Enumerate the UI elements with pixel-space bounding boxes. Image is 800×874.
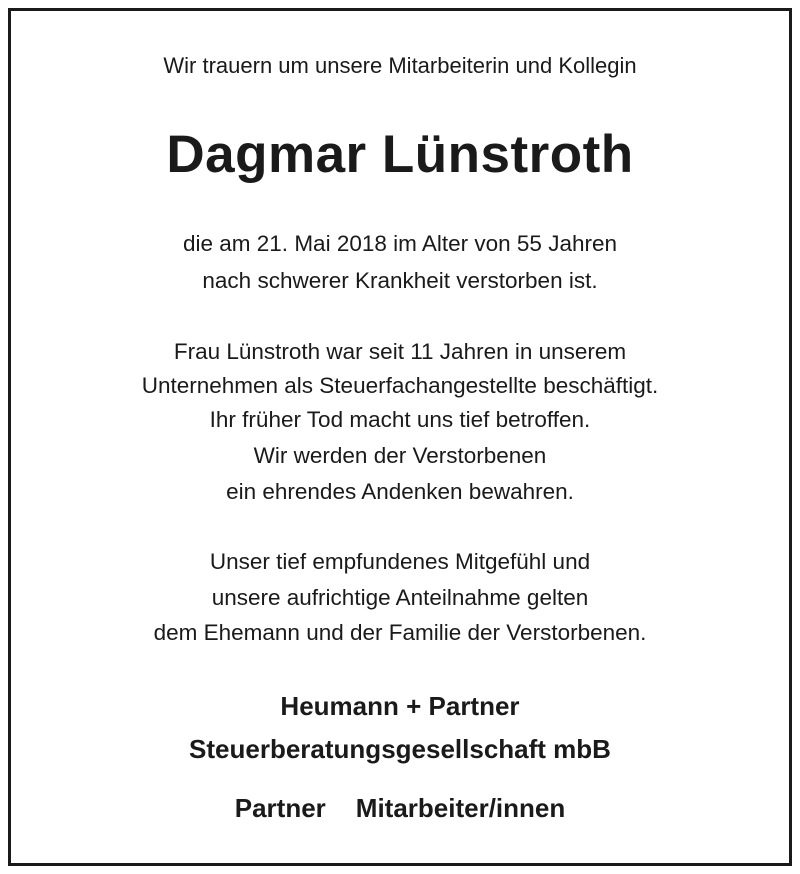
tribute-line-5: ein ehrendes Andenken bewahren. [226, 479, 574, 504]
tribute-line-4: Wir werden der Verstorbenen [253, 443, 547, 468]
condolence-line-1: Unser tief empfundenes Mitgefühl und [209, 549, 591, 574]
tribute-line-3: Ihr früher Tod macht uns tief betroffen. [209, 407, 591, 432]
company-type: Steuerberatungsgesellschaft mbB [189, 734, 611, 764]
intro-text: Wir trauern um unsere Mitarbeiterin und Kollegin [163, 53, 637, 78]
signatory-partner: Partner [234, 793, 326, 823]
tribute-line-1: Frau Lünstroth war seit 11 Jahren in unserem [173, 339, 627, 364]
company-name: Heumann + Partner [280, 691, 520, 721]
signatories [0, 792, 800, 824]
signatory-staff: Mitarbeiter/innen [355, 793, 566, 823]
death-line-2: nach schwerer Krankheit verstorben ist. [202, 268, 598, 293]
death-line-1: die am 21. Mai 2018 im Alter von 55 Jahren [183, 231, 617, 256]
condolence-line-2: unsere aufrichtige Anteilnahme gelten [211, 585, 589, 610]
condolence-line-3: dem Ehemann und der Familie der Verstorbenen. [153, 620, 647, 645]
tribute-line-2: Unternehmen als Steuerfachangestellte beschäftigt. [141, 373, 659, 398]
deceased-name: Dagmar Lünstroth [166, 125, 634, 184]
